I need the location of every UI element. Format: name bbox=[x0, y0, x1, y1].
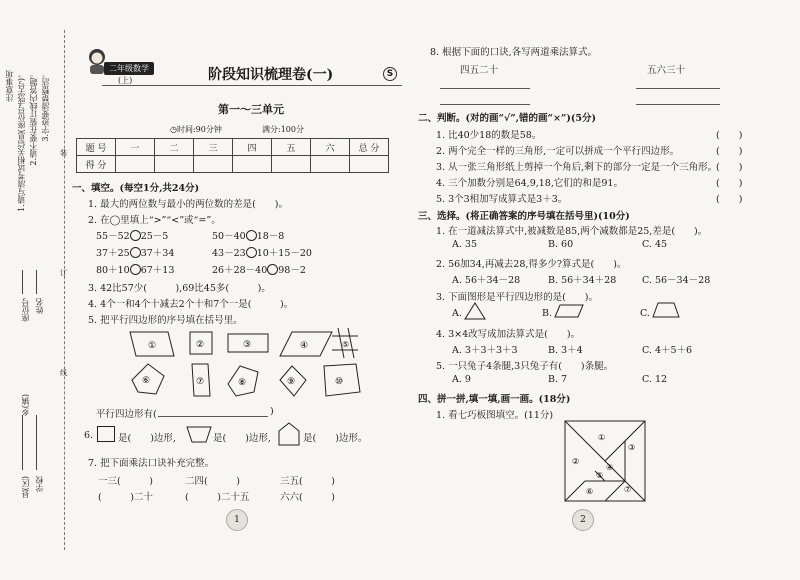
tangram-label-6: ⑥ bbox=[586, 487, 594, 496]
judge-5: 5. 3个3相加写成算式是3＋3。 bbox=[436, 194, 568, 205]
score-header-total: 总 分 bbox=[350, 139, 389, 156]
score-cell[interactable] bbox=[311, 156, 350, 173]
school-line[interactable] bbox=[36, 415, 37, 470]
judge-2: 2. 两个完全一样的三角形,一定可以拼成一个平行四边形。 bbox=[436, 146, 680, 157]
unit-title: 第一～三单元 bbox=[218, 103, 284, 116]
fill-q2: 2. 在◯里填上“>”“<”或“=”。 bbox=[88, 215, 221, 226]
judge-answer-paren[interactable]: ( ) bbox=[716, 130, 743, 141]
compare-3a: 80＋10 67＋13 bbox=[96, 265, 175, 276]
shape-2-label: ② bbox=[196, 340, 205, 350]
choice-5-c[interactable]: C. 12 bbox=[642, 374, 668, 385]
q8-answer-blank[interactable] bbox=[636, 104, 720, 105]
parallelogram-answer-blank[interactable] bbox=[158, 416, 268, 417]
score-header-label: 题 号 bbox=[77, 139, 116, 156]
county-label: 县(区) bbox=[21, 476, 30, 499]
mult-5: ( )二十五 bbox=[185, 492, 250, 503]
parallelogram-answer-close: ) bbox=[270, 406, 274, 417]
shape-6-label: ⑥ bbox=[142, 376, 151, 386]
score-cell[interactable] bbox=[155, 156, 194, 173]
score-table bbox=[76, 138, 389, 173]
compare-1a: 55－52 25－5 bbox=[96, 231, 169, 242]
choice-1-c[interactable]: C. 45 bbox=[642, 239, 668, 250]
page-number-1: 1 bbox=[226, 509, 248, 531]
cut-line bbox=[64, 30, 65, 550]
name-line[interactable] bbox=[36, 270, 37, 294]
judge-3: 3. 从一张三角形纸上剪掉一个角后,剩下的部分一定是一个三角形。 bbox=[436, 162, 718, 173]
tangram-label-7: ⑦ bbox=[624, 485, 632, 494]
score-cell[interactable] bbox=[116, 156, 155, 173]
section-2-title: 二、判断。(对的画“√”,错的画“×”)(5分) bbox=[418, 113, 596, 124]
shape-7-label: ⑦ bbox=[196, 377, 205, 387]
compare-circle[interactable] bbox=[130, 264, 141, 275]
tangram-label-3: ③ bbox=[628, 443, 636, 452]
choice-4: 4. 3×4改写成加法算式是( )。 bbox=[436, 329, 581, 340]
fill-q6-num: 6. bbox=[84, 430, 94, 441]
judge-answer-paren[interactable]: ( ) bbox=[716, 162, 743, 173]
fill-q1: 1. 最大的两位数与最小的两位数的差是( )。 bbox=[88, 199, 288, 210]
school-label: 学校 bbox=[35, 476, 44, 492]
county-line[interactable] bbox=[22, 415, 23, 470]
tangram-label-5: ⑤ bbox=[596, 471, 604, 480]
score-header-5: 五 bbox=[272, 139, 311, 156]
fill-q6-b: 是( )边形, bbox=[213, 433, 271, 444]
judge-answer-paren[interactable]: ( ) bbox=[716, 146, 743, 157]
fill-q6-c: 是( )边形。 bbox=[303, 433, 368, 444]
binding-margin bbox=[0, 30, 60, 550]
compare-circle[interactable] bbox=[130, 230, 141, 241]
q8-answer-blank[interactable] bbox=[440, 104, 530, 105]
choice-4-c[interactable]: C. 4＋5＋6 bbox=[642, 345, 693, 356]
fill-q6-a: 是( )边形, bbox=[118, 433, 176, 444]
choice-3-b-parallelogram-shape bbox=[554, 304, 584, 318]
note-3: 3.字迹要清楚整洁。 bbox=[41, 70, 50, 142]
paper-title: 阶段知识梳理卷(一) bbox=[208, 67, 334, 83]
score-header-4: 四 bbox=[233, 139, 272, 156]
full-marks: 满分:100分 bbox=[262, 125, 304, 134]
mult-3: 三五( ) bbox=[280, 476, 335, 487]
page-number-2: 2 bbox=[572, 509, 594, 531]
mult-6: 六六( ) bbox=[280, 492, 335, 503]
score-header-1: 一 bbox=[116, 139, 155, 156]
q8-verse-a: 四五二十 bbox=[460, 65, 499, 76]
notes-label: 注意事项 bbox=[5, 70, 14, 102]
q8-answer-blank[interactable] bbox=[440, 88, 530, 89]
title-rule bbox=[102, 85, 402, 86]
choice-3-a[interactable]: A. bbox=[452, 308, 462, 319]
judge-answer-paren[interactable]: ( ) bbox=[716, 178, 743, 189]
score-cell[interactable] bbox=[233, 156, 272, 173]
score-header-6: 六 bbox=[311, 139, 350, 156]
fill-q5: 5. 把平行四边形的序号填在括号里。 bbox=[88, 315, 243, 326]
score-cell[interactable] bbox=[194, 156, 233, 173]
compare-circle[interactable] bbox=[130, 247, 141, 258]
name-label: 姓名 bbox=[35, 298, 44, 314]
series-mark: S bbox=[383, 67, 397, 81]
shape-3-label: ③ bbox=[243, 340, 252, 350]
compare-2b: 43－23 10＋15－20 bbox=[212, 248, 312, 259]
seat-label: 座位号 bbox=[21, 298, 30, 322]
choice-4-a[interactable]: A. 3＋3＋3＋3 bbox=[452, 345, 518, 356]
grade-badge-sub: (上) bbox=[118, 76, 133, 85]
parallelogram-answer: 平行四边形有( bbox=[96, 409, 157, 420]
note-2: 2.请不要在装订线内答题。 bbox=[29, 70, 38, 166]
choice-3: 3. 下面图形是平行四边形的是( )。 bbox=[436, 292, 598, 303]
choice-1: 1. 在一道减法算式中,被减数是85,两个减数都是25,差是( )。 bbox=[436, 226, 708, 237]
compare-circle[interactable] bbox=[246, 247, 257, 258]
section-3-title: 三、选择。(将正确答案的序号填在括号里)(10分) bbox=[418, 211, 630, 222]
seat-line[interactable] bbox=[22, 270, 23, 294]
choice-5-b[interactable]: B. 7 bbox=[548, 374, 568, 385]
time-label: ◷时间:90分钟 bbox=[170, 125, 222, 134]
choice-5-a[interactable]: A. 9 bbox=[452, 374, 471, 385]
mult-1: 一三( ) bbox=[98, 476, 153, 487]
shape-8-label: ⑧ bbox=[238, 378, 247, 388]
tangram-figure bbox=[564, 420, 646, 502]
choice-3-a-triangle-shape bbox=[464, 302, 486, 320]
q6-pentagon-shape bbox=[278, 422, 300, 446]
fill-q8: 8. 根据下面的口诀,各写两道乘法算式。 bbox=[430, 47, 598, 58]
choice-3-c[interactable]: C. bbox=[640, 308, 650, 319]
cut-mark-3: 线 bbox=[60, 369, 67, 377]
choice-2-c[interactable]: C. 56－34－28 bbox=[642, 275, 711, 286]
judge-4: 4. 三个加数分别是64,9,18,它们的和是91。 bbox=[436, 178, 623, 189]
choice-1-b[interactable]: B. 60 bbox=[548, 239, 574, 250]
score-header-3: 三 bbox=[194, 139, 233, 156]
choice-3-c-trapezoid-shape bbox=[652, 302, 680, 318]
compare-1b: 50－40 18－8 bbox=[212, 231, 285, 242]
choice-2-a[interactable]: A. 56＋34－28 bbox=[452, 275, 521, 286]
clock-icon: ◷ bbox=[170, 125, 177, 134]
shape-1-label: ① bbox=[148, 341, 157, 351]
shape-figures-row-1 bbox=[128, 328, 348, 360]
section-4-title: 四、拼一拼,填一填,画一画。(18分) bbox=[418, 394, 571, 405]
choice-4-b[interactable]: B. 3＋4 bbox=[548, 345, 583, 356]
q6-trapezoid-shape bbox=[186, 426, 212, 444]
score-header-2: 二 bbox=[155, 139, 194, 156]
fill-q7: 7. 把下面乘法口诀补充完整。 bbox=[88, 458, 215, 469]
section-1-title: 一、填空。(每空1分,共24分) bbox=[72, 183, 200, 194]
shape-5-label: ⑤ bbox=[342, 340, 350, 349]
compare-3b: 26＋28－40 98－2 bbox=[212, 265, 306, 276]
shape-10-label: ⑩ bbox=[335, 377, 344, 387]
q6-rectangle-shape bbox=[97, 426, 115, 442]
tangram-label-4: ④ bbox=[606, 463, 614, 472]
choice-3-b[interactable]: B. bbox=[542, 308, 553, 319]
town-label: 乡(镇) bbox=[21, 394, 30, 417]
q8-verse-b: 五六三十 bbox=[647, 65, 686, 76]
fill-q4: 4. 4个一和4个十减去2个十和7个一是( )。 bbox=[88, 299, 294, 310]
section-4-q1: 1. 看七巧板图填空。(11分) bbox=[436, 410, 554, 421]
shape-4-label: ④ bbox=[300, 341, 309, 351]
compare-2a: 37＋25 37＋34 bbox=[96, 248, 175, 259]
fill-q3: 3. 42比57少( ),69比45多( )。 bbox=[88, 283, 271, 294]
judge-answer-paren[interactable]: ( ) bbox=[716, 194, 743, 205]
score-cell[interactable] bbox=[272, 156, 311, 173]
grade-badge: 二年级数学 bbox=[104, 62, 154, 75]
cut-mark-1: 装 bbox=[60, 149, 67, 157]
choice-2-b[interactable]: B. 56＋34＋28 bbox=[548, 275, 617, 286]
score-cell[interactable] bbox=[350, 156, 389, 173]
shape-5 bbox=[330, 326, 360, 360]
compare-circle[interactable] bbox=[246, 230, 257, 241]
note-1: 1.请写清考试相关信息(座位号或学号)。 bbox=[17, 70, 26, 212]
mult-4: ( )二十 bbox=[98, 492, 153, 503]
choice-1-a[interactable]: A. 35 bbox=[452, 239, 477, 250]
tangram-label-1: ① bbox=[598, 433, 606, 442]
choice-2: 2. 56加34,再减去28,得多少?算式是( )。 bbox=[436, 259, 627, 270]
mult-2: 二四( ) bbox=[185, 476, 240, 487]
compare-circle[interactable] bbox=[267, 264, 278, 275]
choice-5: 5. 一只兔子4条腿,3只兔子有( )条腿。 bbox=[436, 361, 614, 372]
shape-figures-row-2 bbox=[130, 362, 366, 398]
shape-9-label: ⑨ bbox=[287, 377, 296, 387]
q8-answer-blank[interactable] bbox=[636, 88, 720, 89]
tangram-label-2: ② bbox=[572, 457, 580, 466]
cut-mark-2: 订 bbox=[60, 269, 67, 277]
judge-1: 1. 比40少18的数是58。 bbox=[436, 130, 542, 141]
score-row-label: 得 分 bbox=[77, 156, 116, 173]
